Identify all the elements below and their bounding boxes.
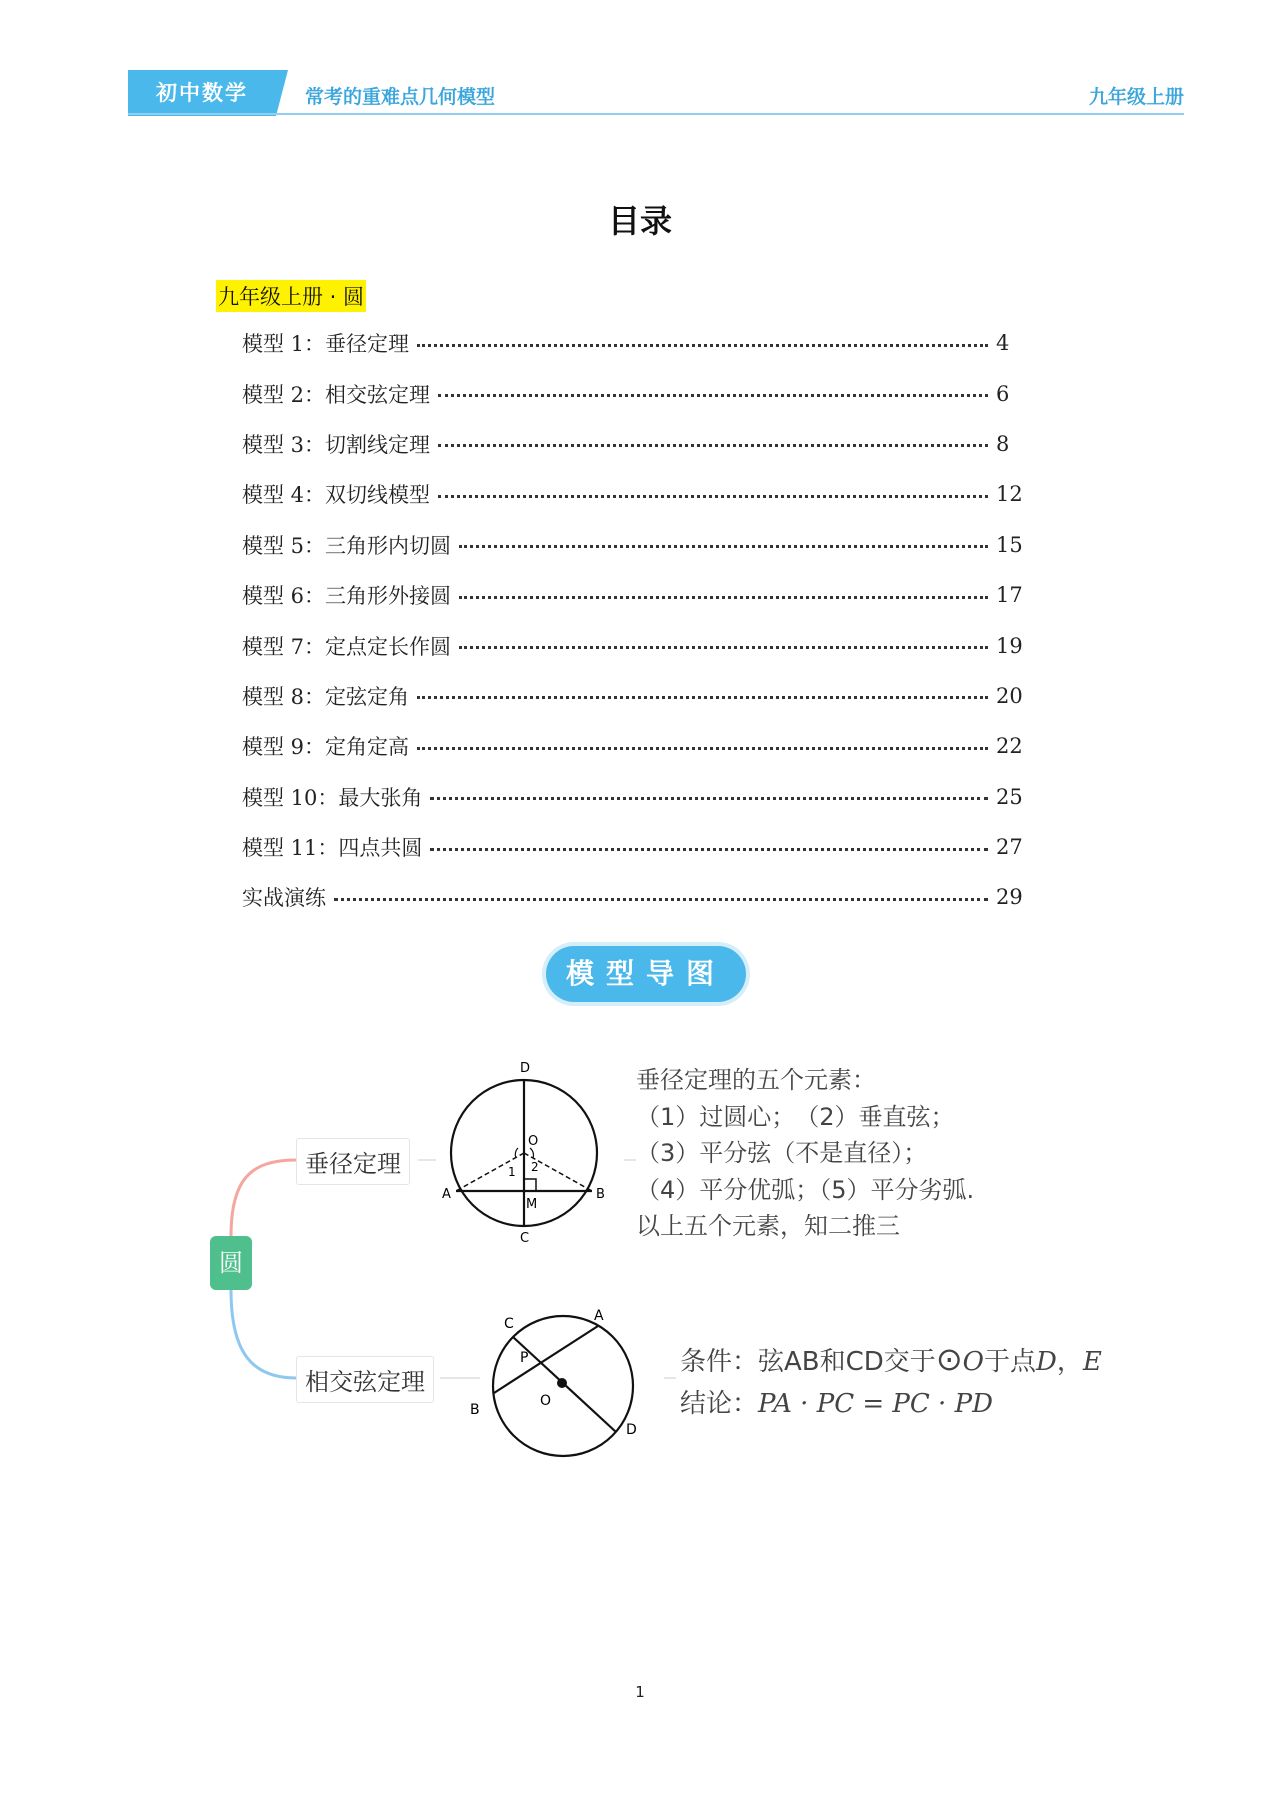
toc-item-label: 模型 6：三角形外接圆 xyxy=(242,584,452,609)
diagram2-label-a: A xyxy=(594,1308,604,1324)
diagram2-label-b: B xyxy=(470,1402,480,1418)
intersecting-conclusion-line xyxy=(680,1383,1102,1425)
page-title: 目录 xyxy=(607,202,672,240)
toc-item-label: 模型 4：双切线模型 xyxy=(242,483,431,508)
page-number: 1 xyxy=(635,1683,645,1701)
toc-item-page: 20 xyxy=(996,683,1023,708)
toc-item-page: 29 xyxy=(996,885,1023,910)
toc-item-label: 模型 9：定角定高 xyxy=(242,735,410,760)
intersecting-condition-line xyxy=(680,1338,1102,1383)
toc-item-page: 6 xyxy=(996,381,1010,406)
diagram-perpendicular-chord xyxy=(436,1050,616,1250)
toc-item-page: 25 xyxy=(996,784,1023,809)
header-subject-tab: 初中数学 xyxy=(128,70,276,116)
branch2-connector xyxy=(231,1290,296,1378)
diagram1-label-m: M xyxy=(526,1197,538,1212)
diagram1-label-d: D xyxy=(520,1061,531,1076)
mindmap-note-intersecting-chords xyxy=(680,1338,1102,1425)
diagram1-label-o: O xyxy=(528,1134,539,1149)
toc-item-label: 模型 7：定点定长作圆 xyxy=(242,634,452,659)
toc-item-page: 12 xyxy=(996,482,1023,507)
mindmap-node-chord-perpendicular: 垂径定理 xyxy=(296,1138,410,1185)
toc-item-label: 模型 11：四点共圆 xyxy=(242,836,423,861)
mindmap-root-node: 圆 xyxy=(210,1236,252,1290)
chord-note-line: （1）过圆心； （2）垂直弦； xyxy=(636,1102,955,1131)
header-grade: 九年级上册 xyxy=(1088,86,1184,108)
diagram1-label-angle1: 1 xyxy=(508,1165,516,1179)
circle-symbol: ⊙ xyxy=(935,1340,963,1378)
condition-separator: ， xyxy=(1056,1347,1083,1377)
toc-item-label: 模型 1：垂径定理 xyxy=(242,332,410,357)
chord-note-line: （4）平分优弧；（5）平分劣弧. xyxy=(636,1175,975,1204)
toc-item-page: 19 xyxy=(996,633,1023,658)
intersecting-conclusion-formula: PA · PC = PC · PD xyxy=(758,1389,993,1419)
chord-note-line: 垂径定理的五个元素： xyxy=(636,1066,876,1094)
diagram2-label-c: C xyxy=(504,1316,514,1332)
branch1-connector xyxy=(231,1160,296,1236)
header-subtitle: 常考的重难点几何模型 xyxy=(305,86,496,108)
diagram1-label-angle2: 2 xyxy=(531,1160,539,1174)
intersecting-conclusion-prefix: 结论： xyxy=(680,1389,759,1419)
toc-section-label: 九年级上册 · 圆 xyxy=(216,280,366,312)
toc-item-label: 模型 10：最大张角 xyxy=(242,785,423,810)
chord-note-line: 以上五个元素，知二推三 xyxy=(636,1212,900,1240)
diagram1-label-c: C xyxy=(520,1231,530,1246)
condition-point-o: O xyxy=(962,1347,984,1377)
condition-point-d: D xyxy=(1035,1347,1057,1377)
toc-item-label: 模型 3：切割线定理 xyxy=(242,432,431,457)
toc-item-page: 17 xyxy=(996,583,1023,608)
chord-note-line: （3）平分弦（不是直径）； xyxy=(636,1139,928,1167)
diagram2-label-p: P xyxy=(520,1350,529,1366)
diagram2-chord-ab xyxy=(494,1326,598,1393)
diagram1-right-angle-mark xyxy=(524,1179,536,1191)
toc-item-label: 模型 2：相交弦定理 xyxy=(242,382,431,407)
toc-item-page: 4 xyxy=(996,331,1010,356)
intersecting-condition-prefix: 条件：弦AB和CD交于 xyxy=(680,1347,936,1377)
toc-item-label: 模型 5：三角形内切圆 xyxy=(242,533,452,558)
toc-item-page: 27 xyxy=(996,835,1023,860)
diagram2-center-dot xyxy=(557,1378,567,1388)
condition-point-e: E xyxy=(1082,1347,1102,1377)
mindmap-note-chord-perpendicular xyxy=(636,1062,974,1245)
mindmap-node-intersecting-chords: 相交弦定理 xyxy=(296,1356,434,1403)
toc-item-page: 15 xyxy=(996,532,1023,557)
diagram1-label-a: A xyxy=(442,1187,451,1202)
diagram2-label-d: D xyxy=(626,1422,637,1438)
condition-mid: 于点 xyxy=(983,1347,1036,1377)
toc-item-page: 22 xyxy=(996,734,1023,759)
toc-item-page: 8 xyxy=(996,431,1010,456)
toc-item-label: 实战演练 xyxy=(242,886,326,911)
toc-item-label: 模型 8：定弦定角 xyxy=(242,684,410,709)
mindmap-badge: 模型导图 xyxy=(546,946,746,1002)
diagram1-label-b: B xyxy=(596,1187,605,1202)
diagram2-label-o: O xyxy=(540,1393,552,1409)
diagram-intersecting-chords xyxy=(466,1300,666,1460)
